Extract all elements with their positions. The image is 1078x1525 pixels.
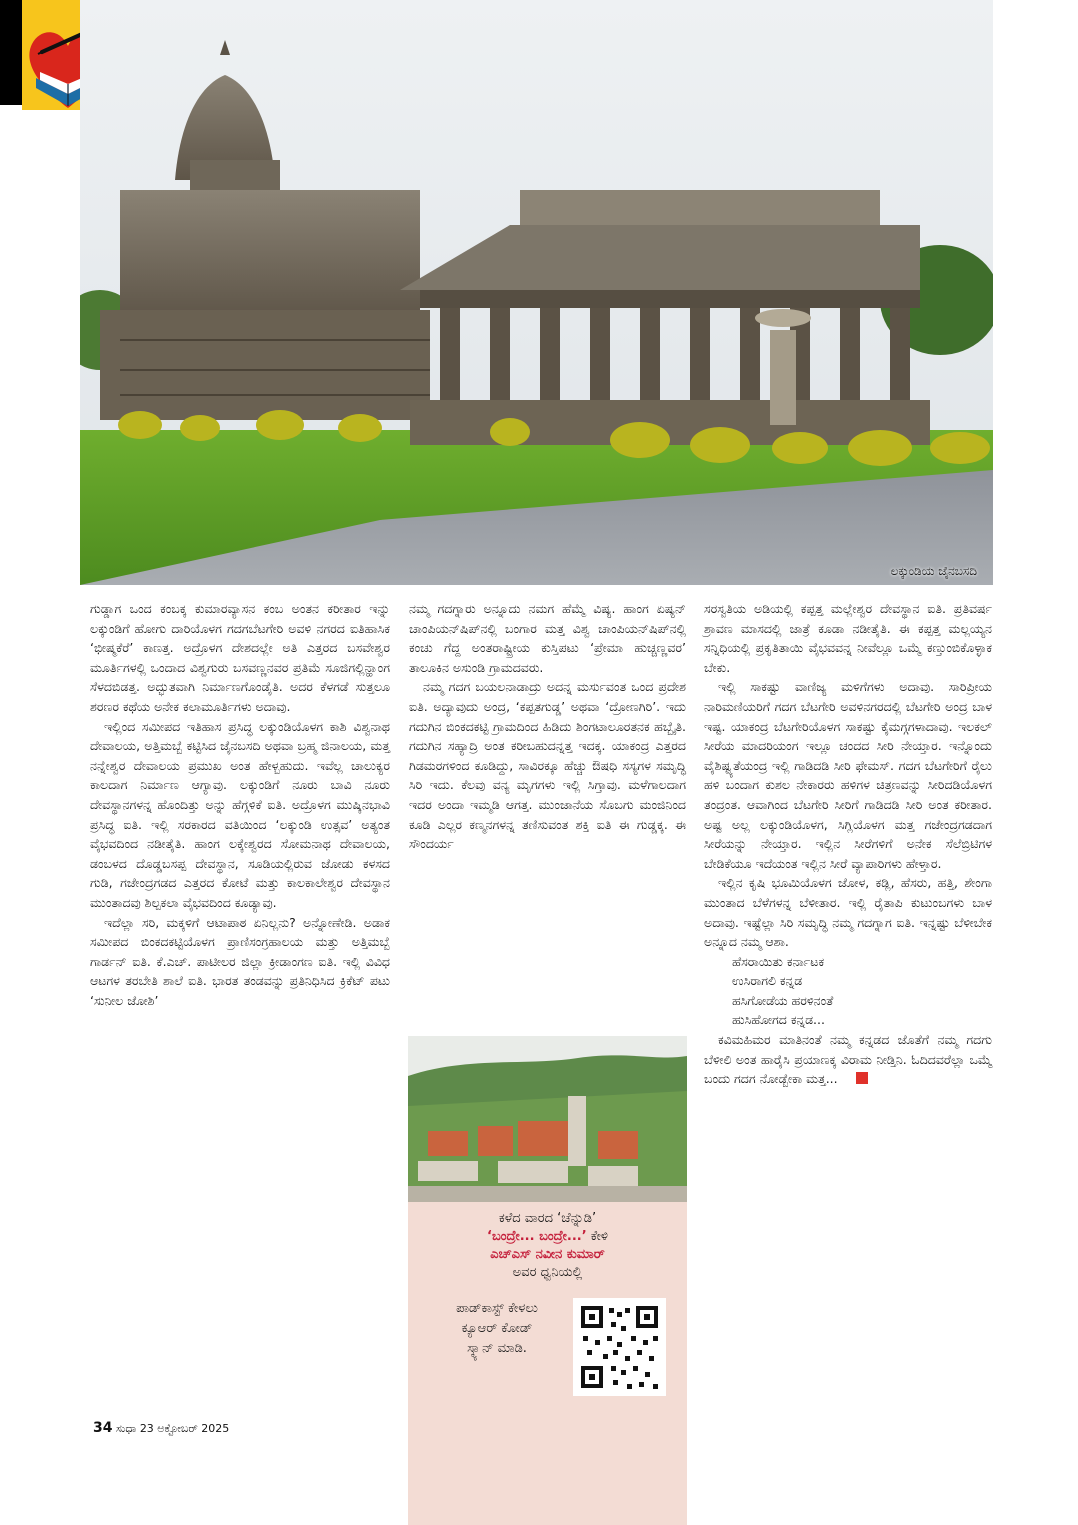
article-column-3 [704, 599, 992, 1089]
temple-illustration [80, 0, 993, 585]
town-illustration [408, 1036, 687, 1202]
qr-text-line: ಪಾಡ್‌ಕಾಸ್ಟ್ ಕೇಳಲು [456, 1301, 538, 1316]
qr-text-line: ಕ್ಯೂಆರ್ ಕೋಡ್ [461, 1321, 533, 1336]
qr-text-line: ಸ್ಕ್ಯಾನ್ ಮಾಡಿ. [467, 1341, 527, 1356]
paragraph: ನಮ್ಮ ಗದಗ್ನಾರು ಅನ್ನೂದು ನಮಗ ಹೆಮ್ಮೆ ವಿಷ್ಯ. ಹಾಂಗ ಏಷ್ಯನ್ ಚಾಂಪಿಯನ್‌ಷಿಪ್‌ನಲ್ಲಿ ಬಂಗಾರ ಮತ್ತ ವಿಶ್ವ ಚಾಂಪಿಯನ್‌ಷಿಪ್‌ನಲ್ಲಿ ಕಂಚು ಗೆದ್ದ ಅಂತರಾಷ್ಟ್ರೀಯ ಕುಸ್ತಿಪಟು ‘ಪ್ರೇಮಾ ಹುಚ್ಚಣ್ಣವರ’ ತಾಲೂಕಿನ ಅಸುಂಡಿ ಗ್ರಾಮದವರು. [409, 601, 686, 675]
podcast-listen: ಕೇಳಿ [590, 1229, 608, 1244]
podcast-voice: ಅವರ ಧ್ವನಿಯಲ್ಲಿ [512, 1265, 583, 1280]
paragraph: ಇದೆಲ್ಲಾ ಸರಿ, ಮಕ್ಕಳಿಗೆ ಆಟಾಪಾಠ ಏನಿಲ್ಲನು? ಅನ್ನೋಣೇಡಿ. ಅಡಾಕ ಸಮೀಪದ ಬಿಂಕದಕಟ್ಟಿಯೊಳಗ ಪ್ರಾಣಿಸಂಗ್ರಹಾಲಯ ಮತ್ತು ಅತ್ತಿಮಬ್ಬೆ ಗಾರ್ಡನ್ ಐತಿ. ಕೆ.ಎಚ್. ಪಾಟೀಲರ ಜಿಲ್ಲಾ ಕ್ರೀಡಾಂಗಣ ಐತಿ. ಇಲ್ಲಿ ವಿವಿಧ ಆಟಗಳ ತರಬೇತಿ ಶಾಲೆ ಐತಿ. ಭಾರತ ತಂಡವನ್ನು ಪ್ರತಿನಿಧಿಸಿದ ಕ್ರಿಕೆಟ್ ಪಟು ‘ಸುನೀಲ ಜೋಶಿ’ [90, 914, 390, 1008]
paragraph: ಗುಡ್ಡಾಗ ಒಂದ ಕಂಬಕ್ಕ ಕುಮಾರವ್ಯಾಸನ ಕಂಬ ಅಂತನ ಕರೀತಾರ ಇನ್ನು ಲಕ್ಕುಂಡಿಗೆ ಹೋಗು ದಾರಿಯೊಳಗ ಗದಗಬೆಟಗೇರಿ ಅವಳಿ ನಗರದ ಐತಿಹಾಸಿಕ ‘ಭೀಷ್ಮಕೆರೆ’ ಕಾಣತ್ತ. ಅದ್ರೊಳಗ ದೇಶದಲ್ಲೇ ಅತಿ ಎತ್ತರದ ಬಸವೇಶ್ವರ ಮೂರ್ತಿಗಳಲ್ಲಿ ಒಂದಾದ ವಿಶ್ವಗುರು ಬಸವಣ್ಣನವರ ಪ್ರತಿಮೆ ಸೂಜಿಗಲ್ಲಿನ್ಹಾಂಗ ಸೆಳದಬಿಡತ್ತ. ಅದ್ಭುತವಾಗಿ ನಿರ್ಮಾಣಗೊಂಡೈತಿ. ಅದರ ಕೆಳಗಡೆ ಸುತ್ತಲೂ ಶರಣರ ಕಥೆಯ ಅನೇಕ ಕಲಾಮೂರ್ತಿಗಳು ಅದಾವು. [90, 601, 390, 714]
paragraph: ಇಲ್ಲಿ ಸಾಕಷ್ಟು ವಾಣಿಜ್ಯ ಮಳಿಗೆಗಳು ಅದಾವು. ಸಾರಿಪ್ರೀಯ ನಾರಿಮಣಿಯರಿಗೆ ಗದಗ ಬೆಟಗೇರಿ ಅವಳಿನಗರದಲ್ಲಿ ಬೆಟಗೇರಿ ಅಂದ್ರ ಬಾಳ ಇಷ್ಟ. ಯಾಕಂದ್ರ ಬೆಟಗೇರಿಯೊಳಗ ಸಾಕಷ್ಟು ಕೈಮಗ್ಗಗಳಾದಾವು. ಇಲಕಲ್ ಸೀರೆಯ ಮಾದರಿಯಂಗ ಇಲ್ಲೂ ಚಂದದ ಸೀರಿ ನೇಯ್ತಾರ. ಇನ್ನೊಂದು ವೈಶಿಷ್ಟ್ಯತೆಯಂದ್ರ ಇಲ್ಲಿ ಗಾಡಿದಡಿ ಸೀರಿ ಫೇಮಸ್. ಗದಗ ಬೆಟಗೇರಿಗೆ ರೈಲು ಹಳಿ ಬಂದಾಗ ಕುಶಲ ನೇಕಾರರು ಹಳಿಗಳ ಚಿತ್ರಣವನ್ನು ಸೀರಿದಡಿಯೊಳಗ ತಂದ್ರಂತ. ಆವಾಗಿಂದ ಬೆಟಗೇರಿ ಸೀರಿಗೆ ಗಾಡಿದಡಿ ಸೀರಿ ಅಂತ ಕರೀತಾರ. ಅಷ್ಟ ಅಲ್ಲ ಲಕ್ಕುಂಡಿಯೊಳಗ, ಸಿಗ್ಲಿಯೊಳಗ ಮತ್ತ ಗಜೇಂದ್ರಗಡದಾಗ ಸೀರೆಯನ್ನು ನೇಯ್ತಾರ. ಇಲ್ಲಿನ ಸೀರೆಗಳಿಗೆ ಅನೇಕ ಸೆಲೆಬ್ರಿಟಿಗಳ ಬೇಡಿಕೆಯೂ ಇದೆಯಂತ ಇಲ್ಲಿನ ಸೀರೆ ವ್ಯಾಪಾರಿಗಳು ಹೇಳ್ತಾರ. [704, 679, 992, 871]
paragraph: ನಮ್ಮ ಗದಗ ಬಯಲನಾಡಾದ್ರು ಅದನ್ನ ಮರ್ಸುವಂತ ಒಂದ ಪ್ರದೇಶ ಐತಿ. ಅದ್ಯಾವುದು ಅಂದ್ರ, ‘ಕಪ್ಪತಗುಡ್ಡ’ ಅಥವಾ ‘ದ್ರೋಣಗಿರಿ’. ಇದು ಗದುಗಿನ ಬಿಂಕದಕಟ್ಟಿ ಗ್ರಾಮದಿಂದ ಹಿಡಿದು ಶಿಂಗಟಾಲೂರತನಕ ಹಬ್ಬೈತಿ. ಗದುಗಿನ ಸಹ್ಯಾದ್ರಿ ಅಂತ ಕರೀಬಹುದನ್ನತ್ತ ಇದಕ್ಕ. ಯಾಕಂದ್ರ ಎತ್ತರದ ಗಿಡಮರಗಳಿಂದ ಕೂಡಿದ್ದು, ಸಾವಿರಕ್ಕೂ ಹೆಚ್ಚು ಔಷಧಿ ಸಸ್ಯಗಳ ಸಮೃದ್ಧಿ ಸಿರಿ ಇದು. ಕೆಲವು ವನ್ಯ ಮೃಗಗಳು ಇಲ್ಲಿ ಸಿಗ್ತಾವು. ಮಳೆಗಾಲದಾಗ ಇದರ ಅಂದಾ ಇಮ್ಮಡಿ ಆಗತ್ತ. ಮುಂಜಾನೆಯ ಸೊಬಗು ಮಂಜಿನಿಂದ ಕೂಡಿ ಎಲ್ಲರ ಕಣ್ಮನಗಳನ್ನ ತಣಿಸುವಂತ ಶಕ್ತಿ ಐತಿ ಈ ಗುಡ್ಡಕ್ಕ. ಈ ಸೌಂದರ್ಯ [409, 679, 686, 852]
poem-block [704, 952, 992, 1030]
paragraph: ಇಲ್ಲಿಂದ ಸಮೀಪದ ಇತಿಹಾಸ ಪ್ರಸಿದ್ಧ ಲಕ್ಕುಂಡಿಯೊಳಗ ಕಾಶಿ ವಿಶ್ವನಾಥ ದೇವಾಲಯ, ಅತ್ತಿಮಬ್ಬೆ ಕಟ್ಟಿಸಿದ ಜೈನಬಸದಿ ಅಥವಾ ಬ್ರಹ್ಮ ಜಿನಾಲಯ, ಮತ್ತ ನನ್ನೇಶ್ವರ ದೇವಾಲಯ ಪ್ರಮುಖ ಅಂತ ಹೇಳ್ಬಹುದು. ಇವೆಲ್ಲ ಚಾಲುಕ್ಯರ ಕಾಲದಾಗ ನಿರ್ಮಾಣ ಆಗ್ಯಾವು. ಲಕ್ಕುಂಡಿಗೆ ನೂರು ಬಾವಿ ನೂರು ದೇವಸ್ಥಾನಗಳನ್ನ ಹೊಂದಿತ್ತು ಅನ್ನು ಹೆಗ್ಗಳಿಕೆ ಐತಿ. ಅದ್ರೊಳಗ ಮುಷ್ಕಿನಭಾವಿ ಪ್ರಸಿದ್ಧ ಐತಿ. ಇಲ್ಲಿ ಸರಕಾರದ ವತಿಯಿಂದ ‘ಲಕ್ಕುಂಡಿ ಉತ್ಸವ’ ಅತ್ಯಂತ ವೈಭವದಿಂದ ನಡೀತೈತಿ. ಹಾಂಗ ಲಕ್ಕೇಶ್ವರದ ಸೋಮನಾಥ ದೇವಾಲಯ, ಡಂಬಳದ ದೊಡ್ಡಬಸಪ್ಪ ದೇವಸ್ಥಾನ, ಸೂಡಿಯಲ್ಲಿರುವ ಜೋಡು ಕಳಸದ ಗುಡಿ, ಗಜೇಂದ್ರಗಡದ ಎತ್ತರದ ಕೋಟೆ ಮತ್ತು ಕಾಲಕಾಲೇಶ್ವರ ದೇವಸ್ಥಾನ ಮುಂತಾದವು ಶಿಲ್ಪಕಲಾ ವೈಭವದಿಂದ ಕೂಡ್ಯಾವು. [90, 718, 390, 910]
logo-black-bar [0, 0, 22, 105]
poem-line: ಉಸಿರಾಗಲಿ ಕನ್ನಡ [732, 973, 803, 989]
paragraph: ಇಲ್ಲಿನ ಕೃಷಿ ಭೂಮಿಯೊಳಗ ಜೋಳ, ಕಡ್ಲಿ, ಹೆಸರು, ಹತ್ತಿ, ಶೇಂಗಾ ಮುಂತಾದ ಬೆಳೆಗಳನ್ನ ಬೆಳೀತಾರ. ಇಲ್ಲಿ ರೈತಾಪಿ ಕುಟುಂಬಗಳು ಬಾಳ ಅದಾವು. ಇಷ್ಟೆಲ್ಲಾ ಸಿರಿ ಸಮೃದ್ಧಿ ನಮ್ಮ ಗದಗ್ನಾಗ ಐತಿ. ಇನ್ನಷ್ಟು ಬೆಳೀಬೇಕ ಅನ್ನೂದ ನಮ್ಮ ಆಶಾ. [704, 875, 992, 950]
closing-paragraph [704, 1030, 992, 1089]
qr-code[interactable] [573, 1298, 666, 1396]
town-aerial-photo [408, 1036, 687, 1202]
podcast-line1: ಕಳೆದ ವಾರದ ‘ಚೆನ್ನುಡಿ’ [498, 1211, 597, 1226]
closing-text: ಕವಿಮಹಿಮರ ಮಾತಿನಂತೆ ನಮ್ಮ ಕನ್ನಡದ ಜೊತೆಗೆ ನಮ್ಮ ಗದಗು ಬೆಳೀಲಿ ಅಂತ ಹಾರೈಸಿ ಪ್ರಯಾಣಕ್ಕ ವಿರಾಮ ನೀಡ್ತಿನಿ. ಓದಿದವರೆಲ್ಲಾ ಒಮ್ಮೆ ಬಂದು ಗದಗ ನೋಡ್ಬೇಕಾ ಮತ್ತ... [704, 1032, 992, 1087]
podcast-line2 [408, 1228, 687, 1246]
poem-line: ಹುಸಿಹೋಗದ ಕನ್ನಡ... [732, 1012, 825, 1028]
paragraph: ಸರಸ್ವತಿಯ ಅಡಿಯಲ್ಲಿ ಕಪ್ಪತ್ತ ಮಲ್ಲೇಶ್ವರ ದೇವಸ್ಥಾನ ಐತಿ. ಪ್ರತಿವರ್ಷ ಶ್ರಾವಣ ಮಾಸದಲ್ಲಿ ಜಾತ್ರೆ ಕೂಡಾ ನಡೀತೈತಿ. ಈ ಕಪ್ಪತ್ತ ಮಲ್ಲಯ್ಯನ ಸನ್ನಿಧಿಯಲ್ಲಿ ಪ್ರಕೃತಿತಾಯಿ ವೈಭವವನ್ನ ನೀವೆಲ್ಲೂ ಒಮ್ಮೆ ಕಣ್ತುಂಬಿಕೊಳ್ಳಾಕ ಬೇಕು. [704, 601, 992, 675]
poem-line: ಹೆಸರಾಯಿತು ಕರ್ನಾಟಕ [732, 953, 825, 969]
photo-caption: ಲಕ್ಕುಂಡಿಯ ಜೈನಬಸದಿ [890, 564, 977, 578]
poem-line: ಹಸಿಗೋಡೆಯ ಹರಳಿನಂತೆ [732, 992, 834, 1008]
page-footer [93, 1420, 229, 1436]
page-number: 34 [93, 1420, 113, 1436]
podcast-box [408, 1036, 687, 1525]
podcast-credit [408, 1210, 687, 1282]
issue-date: 23 ಅಕ್ಟೋಬರ್ 2025 [139, 1422, 230, 1435]
article-column-2 [409, 599, 686, 854]
podcast-title: ‘ಬಂದ್ರೇ... ಬಂದ್ರೇ...’ [487, 1229, 587, 1244]
end-mark-icon [856, 1072, 868, 1084]
magazine-name: ಸುಧಾ [115, 1422, 137, 1435]
article-column-1 [90, 599, 390, 1010]
hero-photo [80, 0, 993, 585]
qr-instruction [422, 1299, 572, 1359]
podcast-narrator: ಎಚ್‌ಎಸ್‌ ನವೀನ ಕುಮಾರ್ [490, 1247, 605, 1262]
